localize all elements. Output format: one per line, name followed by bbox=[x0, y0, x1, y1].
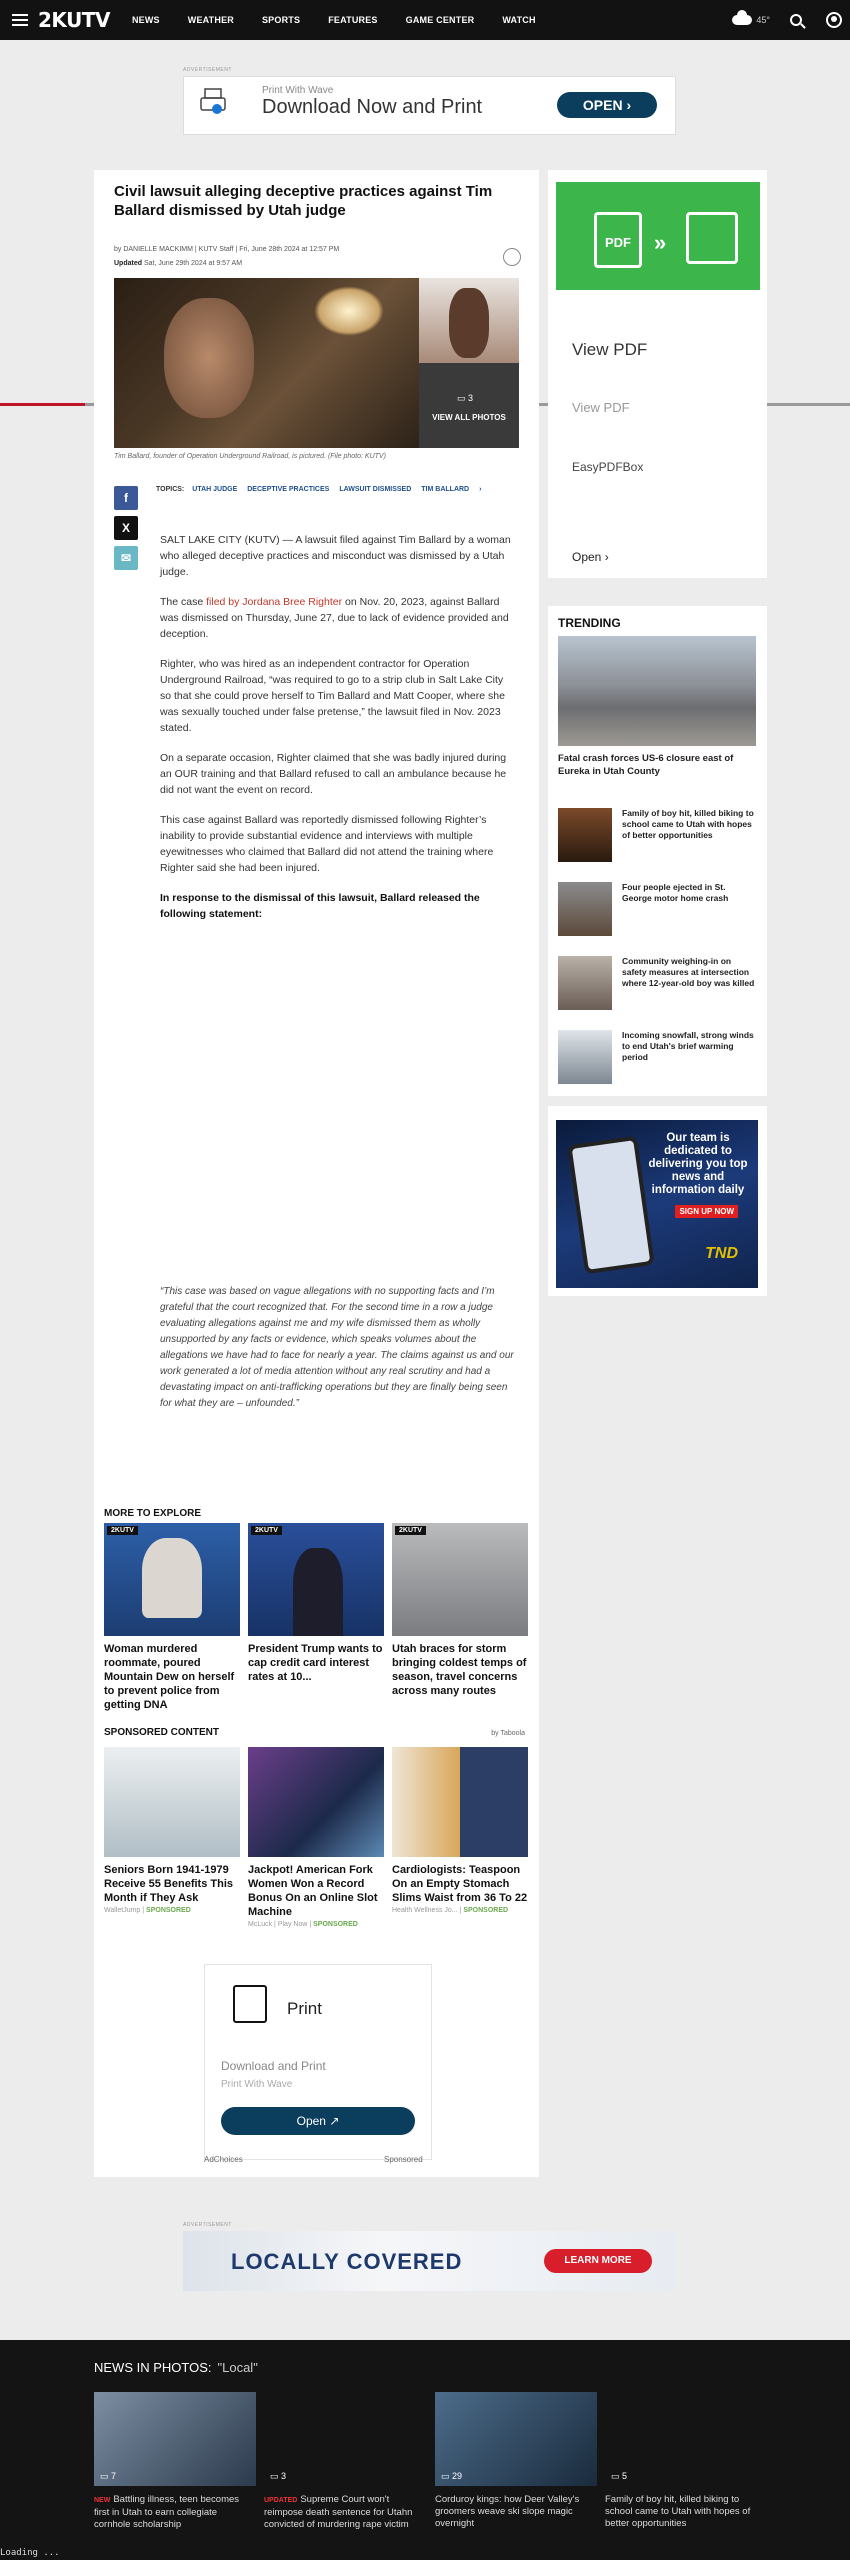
x-icon[interactable]: X bbox=[114, 516, 138, 540]
tnd-ad[interactable]: Our team is dedicated to delivering you top news and information daily SIGN UP NOW TND bbox=[548, 1106, 767, 1296]
article-body bbox=[160, 532, 515, 936]
learn-more-button[interactable]: LEARN MORE bbox=[544, 2249, 652, 2273]
main-nav bbox=[132, 15, 564, 25]
lawsuit-link[interactable]: filed by Jordana Bree Righter bbox=[206, 596, 343, 608]
site-header bbox=[0, 0, 850, 40]
more-to-explore-title: MORE TO EXPLORE bbox=[104, 1508, 202, 1519]
paragraph: On a separate occasion, Righter claimed that she was badly injured during an OUR training and that Ballard refused to call an ambulance because he did not want the event on record. bbox=[160, 752, 507, 796]
printer-icon bbox=[686, 212, 738, 264]
explore-item[interactable]: 2KUTV President Trump wants to cap credit card interest rates at 10... bbox=[248, 1523, 384, 1684]
user-icon[interactable] bbox=[826, 12, 842, 28]
sponsored-item[interactable]: Jackpot! American Fork Women Won a Record Bonus On an Online Slot Machine McLuck | Play Now | SPONSORED bbox=[248, 1747, 384, 1928]
image-caption: Tim Ballard, founder of Operation Underground Railroad, is pictured. (File photo: KUTV) bbox=[114, 453, 386, 460]
site-logo[interactable]: 2KUTV bbox=[38, 8, 110, 32]
trending-headline[interactable]: Fatal crash forces US-6 closure east of Eureka in Utah County bbox=[558, 753, 734, 777]
updated-time: Updated Sat, June 29th 2024 at 9:57 AM bbox=[114, 260, 243, 267]
photo-gallery-item[interactable]: ▭ 7 NEW Battling illness, teen becomes first in Utah to earn collegiate cornhole scholarship bbox=[94, 2392, 256, 2531]
email-icon[interactable]: ✉ bbox=[114, 546, 138, 570]
photo-gallery-item[interactable]: ▭ 3 UPDATED Supreme Court won't reimpose death sentence for Utahn convicted of murdering rape victim bbox=[264, 2392, 426, 2531]
pdf-icon: PDF bbox=[594, 212, 642, 268]
paragraph: SALT LAKE CITY (KUTV) — A lawsuit filed against Tim Ballard by a woman who alleged deceptive practices and misconduct was dismissed by a Utah judge. bbox=[160, 534, 511, 578]
topic-link[interactable]: UTAH JUDGE bbox=[192, 486, 238, 493]
nav-news[interactable]: NEWS bbox=[131, 15, 160, 25]
hero-image[interactable] bbox=[114, 278, 419, 448]
facebook-icon[interactable]: f bbox=[114, 486, 138, 510]
pdf-ad[interactable]: PDF » View PDF View PDF EasyPDFBox Open › bbox=[548, 170, 767, 578]
chevron-right-icon[interactable]: › bbox=[479, 486, 482, 493]
ballard-statement: “This case was based on vague allegations with no supporting facts and I’m grateful that the court recognized that. For the second time in a row a judge evaluating allegations against me and my wife dismissed them as wholly unsupported by any facts or evidence, which speaks volumes about the allegations we have had to face for nearly a year. The claims against us and our work generated a lot of media attention without any real scrutiny and had a devastating impact on anti-trafficking operations but they are finally being seen for what they are – unfounded.” bbox=[160, 1286, 514, 1409]
adchoices-link[interactable]: AdChoices bbox=[204, 2155, 243, 2164]
nav-game-center[interactable]: GAME CENTER bbox=[405, 15, 475, 25]
printer-icon bbox=[200, 87, 226, 117]
paragraph: In response to the dismissal of this lawsuit, Ballard released the following statement: bbox=[160, 892, 480, 920]
article-title: Civil lawsuit alleging deceptive practices against Tim Ballard dismissed by Utah judge bbox=[114, 183, 493, 219]
paragraph: The case filed by Jordana Bree Righter on Nov. 20, 2023, against Ballard was dismissed on Thursday, June 27, due to lack of evidence provided and deception. bbox=[160, 596, 509, 640]
trending-item[interactable]: Incoming snowfall, strong winds to end Utah's brief warming period bbox=[558, 1030, 756, 1084]
photos-title: NEWS IN PHOTOS: "Local" bbox=[94, 2360, 258, 2375]
trending-item[interactable]: Family of boy hit, killed biking to school came to Utah with hopes of better opportunities bbox=[558, 808, 756, 862]
gallery-thumb[interactable] bbox=[419, 278, 519, 363]
ad-open-button[interactable]: OPEN › bbox=[557, 92, 657, 118]
signup-button[interactable]: SIGN UP NOW bbox=[675, 1205, 738, 1218]
trending-item[interactable]: Four people ejected in St. George motor home crash bbox=[558, 882, 756, 936]
trending-title: TRENDING bbox=[558, 616, 621, 630]
view-all-photos[interactable]: ▭ 3 VIEW ALL PHOTOS bbox=[419, 363, 519, 448]
photo-gallery-item[interactable]: ▭ 5 Family of boy hit, killed biking to school came to Utah with hopes of better opportunities bbox=[605, 2392, 767, 2530]
print-ad[interactable]: Print Download and Print Print With Wave Open ↗ bbox=[204, 1964, 432, 2160]
weather-temp[interactable]: 45° bbox=[756, 15, 770, 25]
trending-box bbox=[548, 606, 767, 1096]
explore-item[interactable]: 2KUTV Woman murdered roommate, poured Mountain Dew on herself to prevent police from getting DNA bbox=[104, 1523, 240, 1712]
search-icon[interactable] bbox=[790, 14, 802, 26]
topic-link[interactable]: DECEPTIVE PRACTICES bbox=[247, 486, 330, 493]
nav-watch[interactable]: WATCH bbox=[502, 15, 536, 25]
topic-link[interactable]: LAWSUIT DISMISSED bbox=[339, 486, 412, 493]
sponsored-item[interactable]: Seniors Born 1941-1979 Receive 55 Benefits This Month if They Ask WalletJump | SPONSORED bbox=[104, 1747, 240, 1914]
paragraph: Righter, who was hired as an independent contractor for Operation Underground Railroad, “was required to go to a strip club in Salt Lake City so that she could prove herself to Tim Ballard and Matt Cooper, where she was sexually touched under false pretense,” the lawsuit filed in Nov. 2023 stated. bbox=[160, 658, 505, 734]
top-ad[interactable] bbox=[183, 76, 676, 135]
tnd-logo: TND bbox=[705, 1245, 738, 1262]
topics-bar: TOPICS: UTAH JUDGE DECEPTIVE PRACTICES LAWSUIT DISMISSED TIM BALLARD › bbox=[156, 486, 482, 493]
menu-icon[interactable] bbox=[12, 14, 28, 26]
accessibility-icon[interactable] bbox=[503, 248, 521, 266]
ad-label: ADVERTISEMENT bbox=[183, 67, 232, 73]
paragraph: This case against Ballard was reportedly dismissed following Righter’s inability to provide substantial evidence and interviews with multiple eyewitnesses who claimed that Ballard did not attend the training where Righter said she had been injured. bbox=[160, 814, 494, 874]
sponsored-item[interactable]: Cardiologists: Teaspoon On an Empty Stomach Slims Waist from 36 To 22 Health Wellness Jo... | SPONSORED bbox=[392, 1747, 528, 1914]
photo-gallery-item[interactable]: ▭ 29 Corduroy kings: how Deer Valley's groomers weave ski slope magic overnight bbox=[435, 2392, 597, 2530]
trending-image[interactable] bbox=[558, 636, 756, 746]
nav-features[interactable]: FEATURES bbox=[328, 15, 378, 25]
cloud-icon[interactable] bbox=[732, 15, 752, 25]
ad-brand: Print With Wave bbox=[262, 85, 334, 96]
ad-open-link[interactable]: Open › bbox=[572, 550, 609, 564]
article-card bbox=[94, 170, 539, 2177]
status-loading: Loading ... bbox=[0, 2548, 60, 2558]
nav-sports[interactable]: SPORTS bbox=[261, 15, 301, 25]
news-in-photos bbox=[0, 2340, 850, 2560]
ad-headline: Download Now and Print bbox=[262, 96, 483, 118]
taboola-link[interactable]: by Taboola bbox=[491, 1730, 525, 1737]
sponsored-label: Sponsored bbox=[384, 2155, 423, 2164]
photo-count: ▭ 3 bbox=[457, 393, 474, 403]
trending-item[interactable]: Community weighing-in on safety measures at intersection where 12-year-old boy was killed bbox=[558, 956, 756, 1010]
nav-weather[interactable]: WEATHER bbox=[187, 15, 234, 25]
explore-item[interactable]: 2KUTV Utah braces for storm bringing coldest temps of season, travel concerns across many routes bbox=[392, 1523, 528, 1698]
topic-link[interactable]: TIM BALLARD bbox=[421, 486, 470, 493]
printer-icon bbox=[233, 1985, 267, 2023]
sponsored-content-title: SPONSORED CONTENT bbox=[104, 1727, 220, 1738]
locally-covered-ad[interactable]: LOCALLY COVERED LEARN MORE bbox=[183, 2231, 676, 2291]
ad-open-button[interactable]: Open ↗ bbox=[221, 2107, 415, 2135]
byline: by DANIELLE MACKIMM | KUTV Staff | Fri, June 28th 2024 at 12:57 PM bbox=[114, 246, 340, 253]
